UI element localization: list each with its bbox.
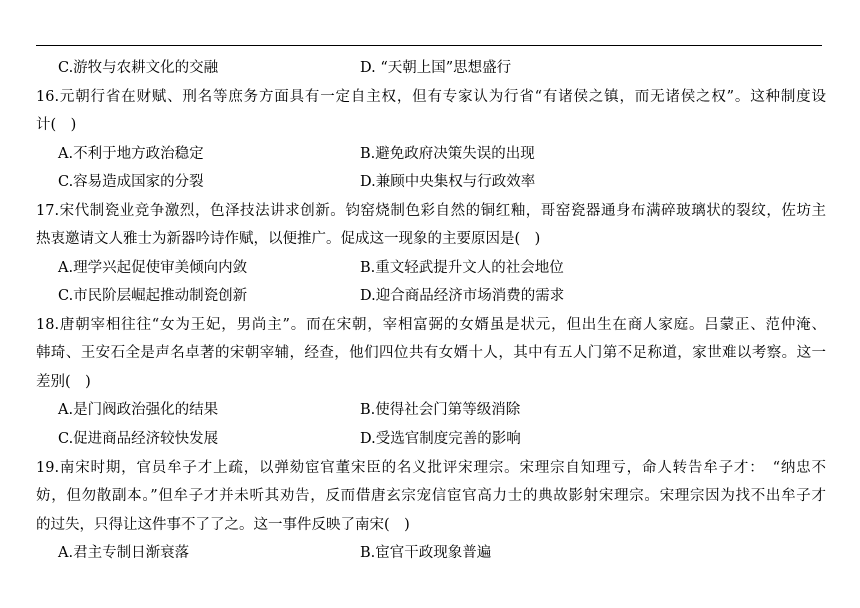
q17-option-c: C.市民阶层崛起推动制瓷创新: [58, 288, 248, 304]
q16-stem-line2: 计( ): [36, 117, 77, 133]
q19-stem-line3: 的过失，只得让这件事不了了之。这一事件反映了南宋( ): [36, 517, 410, 533]
q16-option-c: C.容易造成国家的分裂: [58, 174, 204, 190]
q18-option-a: A.是门阀政治强化的结果: [58, 402, 219, 418]
q19-option-b: B.宦官干政现象普遍: [360, 545, 492, 561]
q15-option-c: C.游牧与农耕文化的交融: [58, 60, 219, 76]
q17-option-d: D.迎合商品经济市场消费的需求: [360, 288, 565, 304]
q19-option-a: A.君主专制日渐衰落: [58, 545, 190, 561]
q17-option-a: A.理学兴起促使审美倾向内敛: [58, 260, 248, 276]
q17-stem-line1: 17.宋代制瓷业竞争激烈，色泽技法讲求创新。钧窑烧制色彩自然的铜红釉，哥窑瓷器通身布满碎玻璃状的裂纹，佐坊主: [36, 203, 826, 219]
q17-option-b: B.重文轻武提升文人的社会地位: [360, 260, 564, 276]
q18-option-b: B.使得社会门第等级消除: [360, 402, 521, 418]
q18-option-d: D.受选官制度完善的影响: [360, 431, 521, 447]
q18-option-c: C.促进商品经济较快发展: [58, 431, 219, 447]
q18-stem-line1: 18.唐朝宰相往往“女为王妃，男尚主”。而在宋朝，宰相富弼的女婿虽是状元，但出生在商人家庭。吕蒙正、范仲淹、: [36, 317, 826, 333]
q18-stem-line2: 韩琦、王安石全是声名卓著的宋朝宰辅，经查，他们四位共有女婿十人，其中有五人门第不足称道，家世难以考察。这一: [36, 345, 826, 361]
header-rule: [36, 45, 822, 46]
q16-stem-line1: 16.元朝行省在财赋、刑名等庶务方面具有一定自主权，但有专家认为行省“有诸侯之镇，而无诸侯之权”。这种制度设: [36, 89, 826, 105]
q17-stem-line2: 热衷邀请文人雅士为新器吟诗作赋，以便推广。促成这一现象的主要原因是( ): [36, 231, 541, 247]
q19-stem-line2: 妨，但勿散副本。”但牟子才并未听其劝告，反而借唐玄宗宠信宦官高力士的典故影射宋理宗。宋理宗因为找不出牟子才: [36, 488, 826, 504]
q15-option-d: D. “天朝上国”思想盛行: [360, 60, 512, 76]
q19-stem-line1: 19.南宋时期，官员牟子才上疏，以弹劾宦官董宋臣的名义批评宋理宗。宋理宗自知理亏，命人转告牟子才： “纳忠不: [36, 460, 826, 476]
q16-option-d: D.兼顾中央集权与行政效率: [360, 174, 536, 190]
q16-option-b: B.避免政府决策失误的出现: [360, 146, 535, 162]
q16-option-a: A.不利于地方政治稳定: [58, 146, 204, 162]
q18-stem-line3: 差别( ): [36, 374, 91, 390]
